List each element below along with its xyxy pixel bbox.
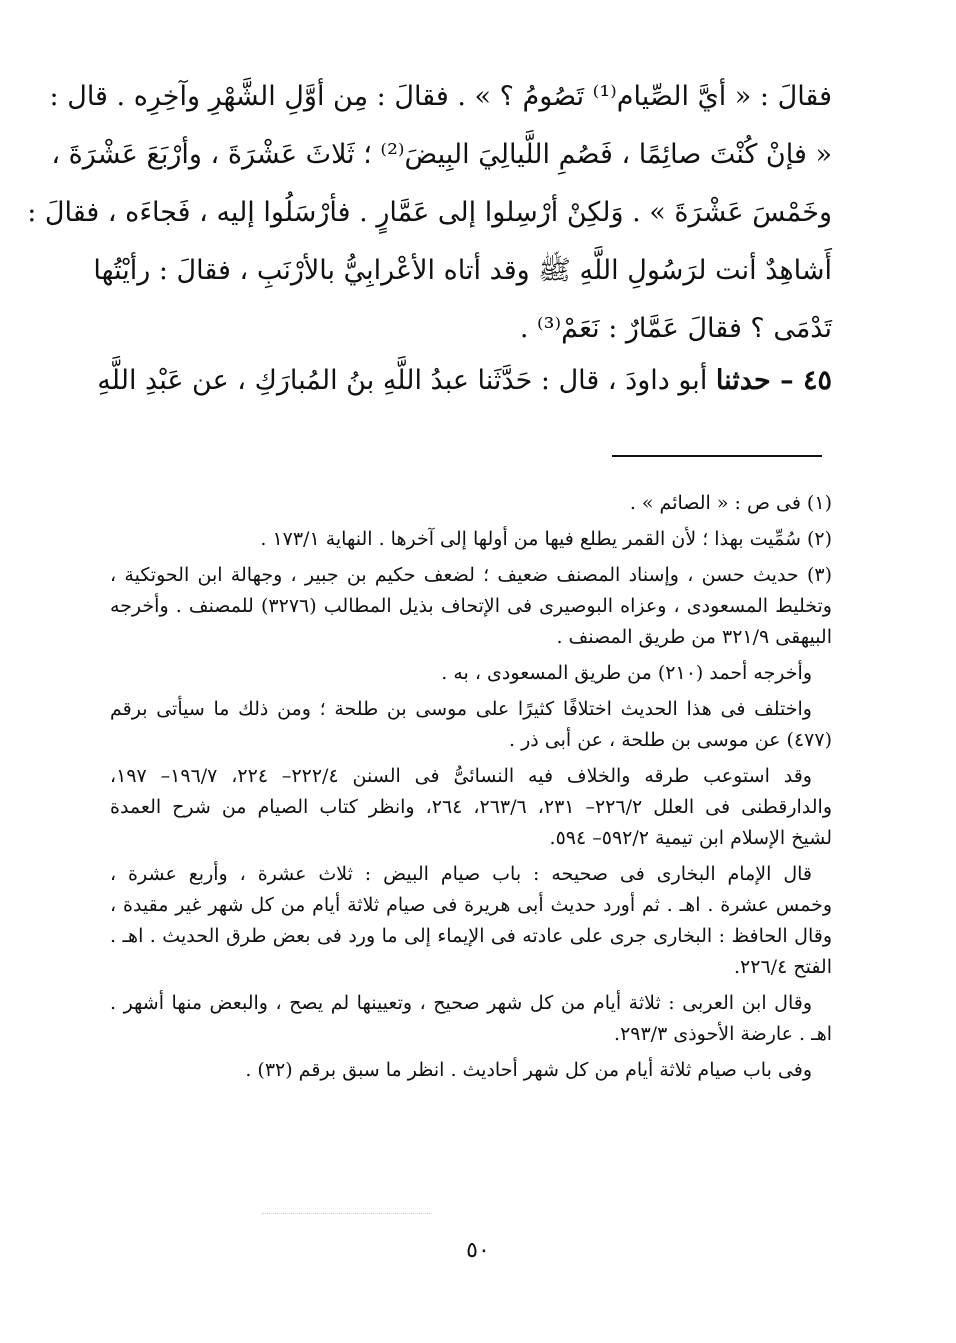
footnote-line: البيهقى ٣٢١/٩ من طريق المصنف .	[556, 626, 832, 648]
footnote-line: وقال ابن العربى : ثلاثة أيام من كل شهر صحيح ، وتعيينها لم يصح ، والبعض منها أشهر .	[110, 992, 812, 1014]
main-text-line: تَدْمَى ؟ فقالَ عَمَّارٌ : نَعَمْ⁽³⁾ .	[519, 313, 832, 344]
footnote-line: الفتح ٢٢٦/٤.	[734, 956, 832, 978]
footnote-line: وفى باب صيام ثلاثة أيام من كل شهر أحاديث . انظر ما سبق برقم (٣٢) .	[245, 1059, 812, 1081]
footnote-line: وتخليط المسعودى ، وعزاه البوصيرى فى الإتحاف بذيل المطالب (٣٢٧٦) للمصنف . وأخرجه	[110, 595, 832, 617]
footnote-line: قال الإمام البخارى فى صحيحه : باب صيام البيض : ثلاث عشرة ، وأربع عشرة ،	[110, 863, 812, 885]
footnote-block	[110, 488, 832, 519]
footnotes	[110, 488, 832, 1091]
footnote-line: لشيخ الإسلام ابن تيمية ٥٩٢/٢– ٥٩٤.	[549, 827, 832, 849]
main-text-line: وخَمْسَ عَشْرَةَ » . وَلكِنْ أرْسِلوا إلى عَمَّارٍ . فأرْسَلُوا إليه ، فَجاءَه ، فقالَ :	[27, 197, 832, 228]
footnote-block	[110, 859, 832, 983]
main-text-line: فقالَ : « أيَّ الصِّيام⁽¹⁾ تَصُومُ ؟ » . فقالَ : مِن أوَّلِ الشَّهْرِ وآخِرِه . قال :	[49, 81, 832, 112]
footnote-line: والدارقطنى فى العلل ٢٢٦/٢– ٢٣١، ٢٦٣/٦، ٢٦٤، وانظر كتاب الصيام من شرح العمدة	[110, 796, 833, 818]
footnote-line: وخمس عشرة . اهـ . ثم أورد حديث أبى هريرة فى صيام ثلاثة أيام من كل شهر غير مقيدة ،	[110, 894, 832, 916]
footnote-line: اهـ . عارضة الأحوذى ٢٩٣/٣.	[614, 1023, 832, 1045]
footnote-line: (٣) حديث حسن ، وإسناد المصنف ضعيف ؛ لضعف حكيم بن جبير ، وجهالة ابن الحوتكية ،	[110, 564, 832, 586]
hadith-45	[97, 352, 832, 410]
hadith-number: ٤٥ – حدثنا	[715, 365, 832, 396]
main-text	[27, 68, 832, 358]
footnote-block	[110, 658, 832, 689]
footnote-block	[110, 524, 832, 555]
page-number: ٥٠	[466, 1238, 490, 1263]
footnote-block	[110, 988, 832, 1050]
footnote-line: واختلف فى هذا الحديث اختلافًا كثيرًا على موسى بن طلحة ؛ ومن ذلك ما سيأتى برقم	[110, 698, 812, 720]
footnote-block	[110, 1055, 832, 1086]
hadith-text: أبو داودَ ، قال : حَدَّثَنا عبدُ اللَّهِ بنُ المُبارَكِ ، عن عَبْدِ اللَّهِ	[97, 365, 708, 396]
scan-artifact-line	[262, 1213, 432, 1214]
footnote-line: وقد استوعب طرقه والخلاف فيه النسائىُّ فى السنن ٢٢٢/٤– ٢٢٤، ١٩٦/٧– ١٩٧،	[110, 765, 812, 787]
footnote-gap	[110, 1086, 832, 1091]
footnote-line: (٤٧٧) عن موسى بن طلحة ، عن أبى ذر .	[509, 729, 832, 751]
footnote-block	[110, 694, 832, 756]
footnote-block	[110, 560, 832, 653]
footnote-line: وقال الحافظ : البخارى جرى على عادته فى الإيماء إلى ما ورد فى بعض طرق الحديث . اهـ .	[110, 925, 832, 947]
footnote-separator	[612, 455, 822, 457]
main-text-line: « فإنْ كُنْتَ صائِمًا ، فَصُمِ اللَّيالِيَ البِيضَ⁽²⁾ ؛ ثَلاثَ عَشْرَةَ ، وأرْبَعَ عَشْرَةَ ،	[51, 139, 832, 170]
footnote-line: (٢) سُمِّيت بهذا ؛ لأن القمر يطلع فيها من أولها إلى آخرها . النهاية ١٧٣/١ .	[260, 528, 832, 550]
footnote-line: (١) فى ص : « الصائم » .	[629, 492, 832, 514]
footnote-line: وأخرجه أحمد (٢١٠) من طريق المسعودى ، به .	[441, 662, 812, 684]
footnote-block	[110, 761, 832, 854]
main-text-line: أَشاهِدٌ أنت لرَسُولِ اللَّهِ ﷺ وقد أتاه الأعْرابِيُّ بالأرْنَبِ ، فقالَ : رأيْتُها	[93, 255, 832, 286]
